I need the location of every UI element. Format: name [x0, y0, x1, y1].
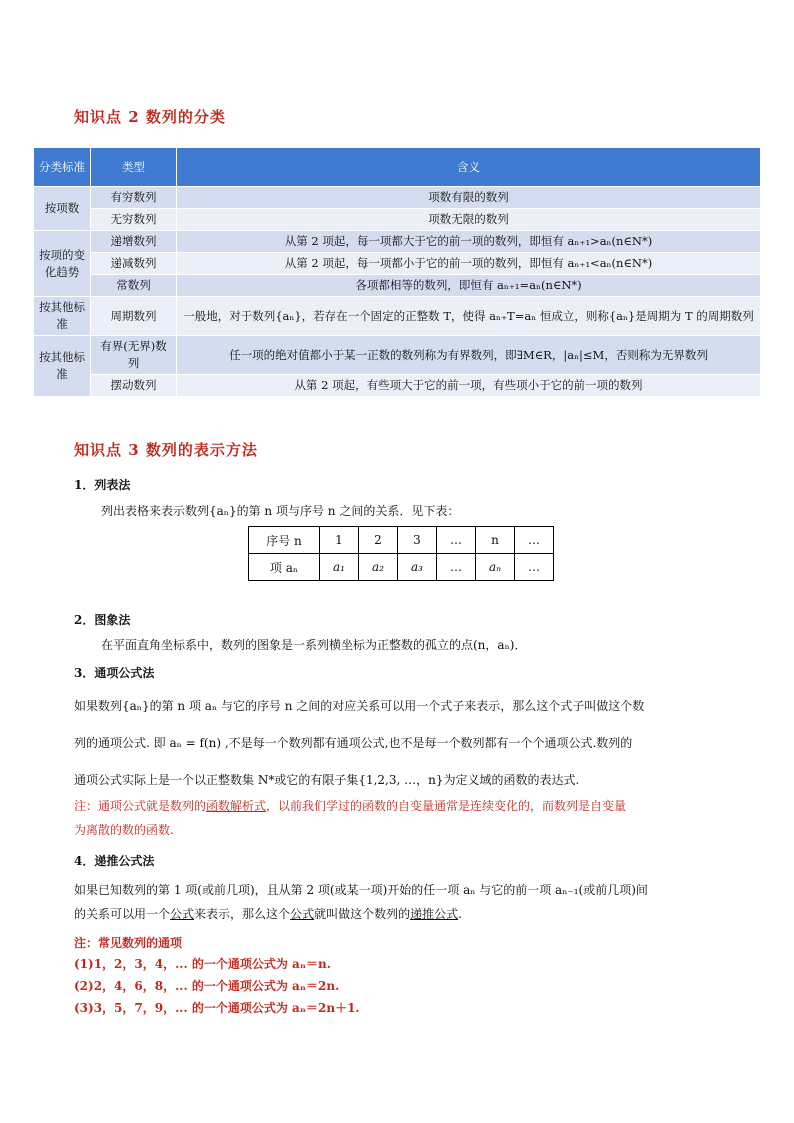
list-cell: 2 — [359, 527, 398, 554]
s3-line2: 列的通项公式. 即 aₙ = f(n) ,不是每一个数列都有通项公式,也不是每一个数列都有一个个通项公式.数列的 — [74, 736, 633, 750]
meaning-cell: 从第 2 项起，每一项都大于它的前一项的数列，即恒有 aₙ₊₁>aₙ(n∈N*) — [177, 231, 761, 253]
meaning-cell: 项数有限的数列 — [177, 187, 761, 209]
list-cell: … — [515, 554, 554, 581]
type-cell: 周期数列 — [91, 297, 177, 336]
text: . — [458, 907, 462, 921]
note-text: ，以前我们学过的函数的自变量通常是连续变化的，而数列是自变量 — [266, 799, 627, 813]
type-cell: 有穷数列 — [91, 187, 177, 209]
header-criterion: 分类标准 — [34, 148, 91, 187]
meaning-cell: 各项都相等的数列，即恒有 aₙ₊₁=aₙ(n∈N*) — [177, 275, 761, 297]
list-cell: a₂ — [359, 554, 398, 581]
group-by-trend: 按项的变化趋势 — [34, 231, 91, 297]
s2-text: 在平面直角坐标系中，数列的图象是一系列横坐标为正整数的孤立的点(n，aₙ)． — [101, 638, 527, 652]
notes-item-1: (1)1，2，3，4，... 的一个通项公式为 aₙ＝n. — [74, 957, 331, 971]
notes-title: 注：常见数列的通项 — [74, 936, 183, 950]
list-cell: 项 aₙ — [249, 554, 320, 581]
list-cell: 1 — [320, 527, 359, 554]
s3-line3: 通项公式实际上是一个以正整数集 N*或它的有限子集{1,2,3, …，n}为定义域的函数的表达式. — [74, 773, 580, 787]
text-underlined: 公式 — [290, 907, 315, 921]
note-underlined: 函数解析式 — [206, 799, 267, 813]
list-cell: … — [515, 527, 554, 554]
meaning-cell: 从第 2 项起，每一项都小于它的前一项的数列，即恒有 aₙ₊₁<aₙ(n∈N*) — [177, 253, 761, 275]
type-cell: 递减数列 — [91, 253, 177, 275]
text-underlined: 递推公式 — [410, 907, 459, 921]
text: 来表示，那么这个 — [194, 907, 291, 921]
meaning-cell: 一般地，对于数列{aₙ}，若存在一个固定的正整数 T，使得 aₙ₊T=aₙ 恒成立，则称{aₙ}是周期为 T 的周期数列 — [177, 297, 761, 336]
s4-heading: 4．递推公式法 — [74, 854, 155, 868]
group-by-other-1: 按其他标准 — [34, 297, 91, 336]
s3-heading: 3．通项公式法 — [74, 666, 155, 680]
kp2-title: 知识点 2 数列的分类 — [74, 108, 226, 126]
list-cell: a₁ — [320, 554, 359, 581]
notes-item-3: (3)3，5，7，9，... 的一个通项公式为 aₙ＝2n＋1. — [74, 1001, 360, 1015]
s3-line1: 如果数列{aₙ}的第 n 项 aₙ 与它的序号 n 之间的对应关系可以用一个式子来表示，那么这个式子叫做这个数 — [74, 699, 645, 713]
text-underlined: 公式 — [170, 907, 195, 921]
header-meaning: 含义 — [177, 148, 761, 187]
s3-note-line1 — [74, 797, 626, 815]
s1-text: 列出表格来表示数列{aₙ}的第 n 项与序号 n 之间的关系．见下表： — [101, 504, 460, 518]
kp3-title: 知识点 3 数列的表示方法 — [74, 441, 258, 459]
s3-note-line2: 为离散的数的函数. — [74, 823, 174, 837]
list-cell: … — [437, 527, 476, 554]
list-cell: a₃ — [398, 554, 437, 581]
text: 的关系可以用一个 — [74, 907, 171, 921]
list-cell: n — [476, 527, 515, 554]
list-cell: … — [437, 554, 476, 581]
type-cell: 常数列 — [91, 275, 177, 297]
list-cell: aₙ — [476, 554, 515, 581]
notes-item-2: (2)2，4，6，8，... 的一个通项公式为 aₙ＝2n. — [74, 979, 340, 993]
group-by-count: 按项数 — [34, 187, 91, 231]
note-text: 注：通项公式就是数列的 — [74, 799, 207, 813]
s1-heading: 1．列表法 — [74, 478, 131, 492]
classification-table — [33, 147, 761, 397]
meaning-cell: 从第 2 项起，有些项大于它的前一项，有些项小于它的前一项的数列 — [177, 375, 761, 397]
s4-line1: 如果已知数列的第 1 项(或前几项)，且从第 2 项(或某一项)开始的任一项 aₙ 与它的前一项 aₙ₋₁(或前几项)间 — [74, 883, 648, 897]
type-cell: 无穷数列 — [91, 209, 177, 231]
text: 就叫做这个数列的 — [314, 907, 411, 921]
header-type: 类型 — [91, 148, 177, 187]
list-cell: 3 — [398, 527, 437, 554]
s4-line2 — [74, 905, 462, 923]
meaning-cell: 项数无限的数列 — [177, 209, 761, 231]
list-table — [248, 526, 554, 581]
type-cell: 有界(无界)数列 — [91, 336, 177, 375]
type-cell: 摆动数列 — [91, 375, 177, 397]
meaning-cell: 任一项的绝对值都小于某一正数的数列称为有界数列，即∃M∈R，|aₙ|≤M，否则称为无界数列 — [177, 336, 761, 375]
group-by-other-2: 按其他标准 — [34, 336, 91, 397]
s2-heading: 2．图象法 — [74, 613, 131, 627]
type-cell: 递增数列 — [91, 231, 177, 253]
list-cell: 序号 n — [249, 527, 320, 554]
